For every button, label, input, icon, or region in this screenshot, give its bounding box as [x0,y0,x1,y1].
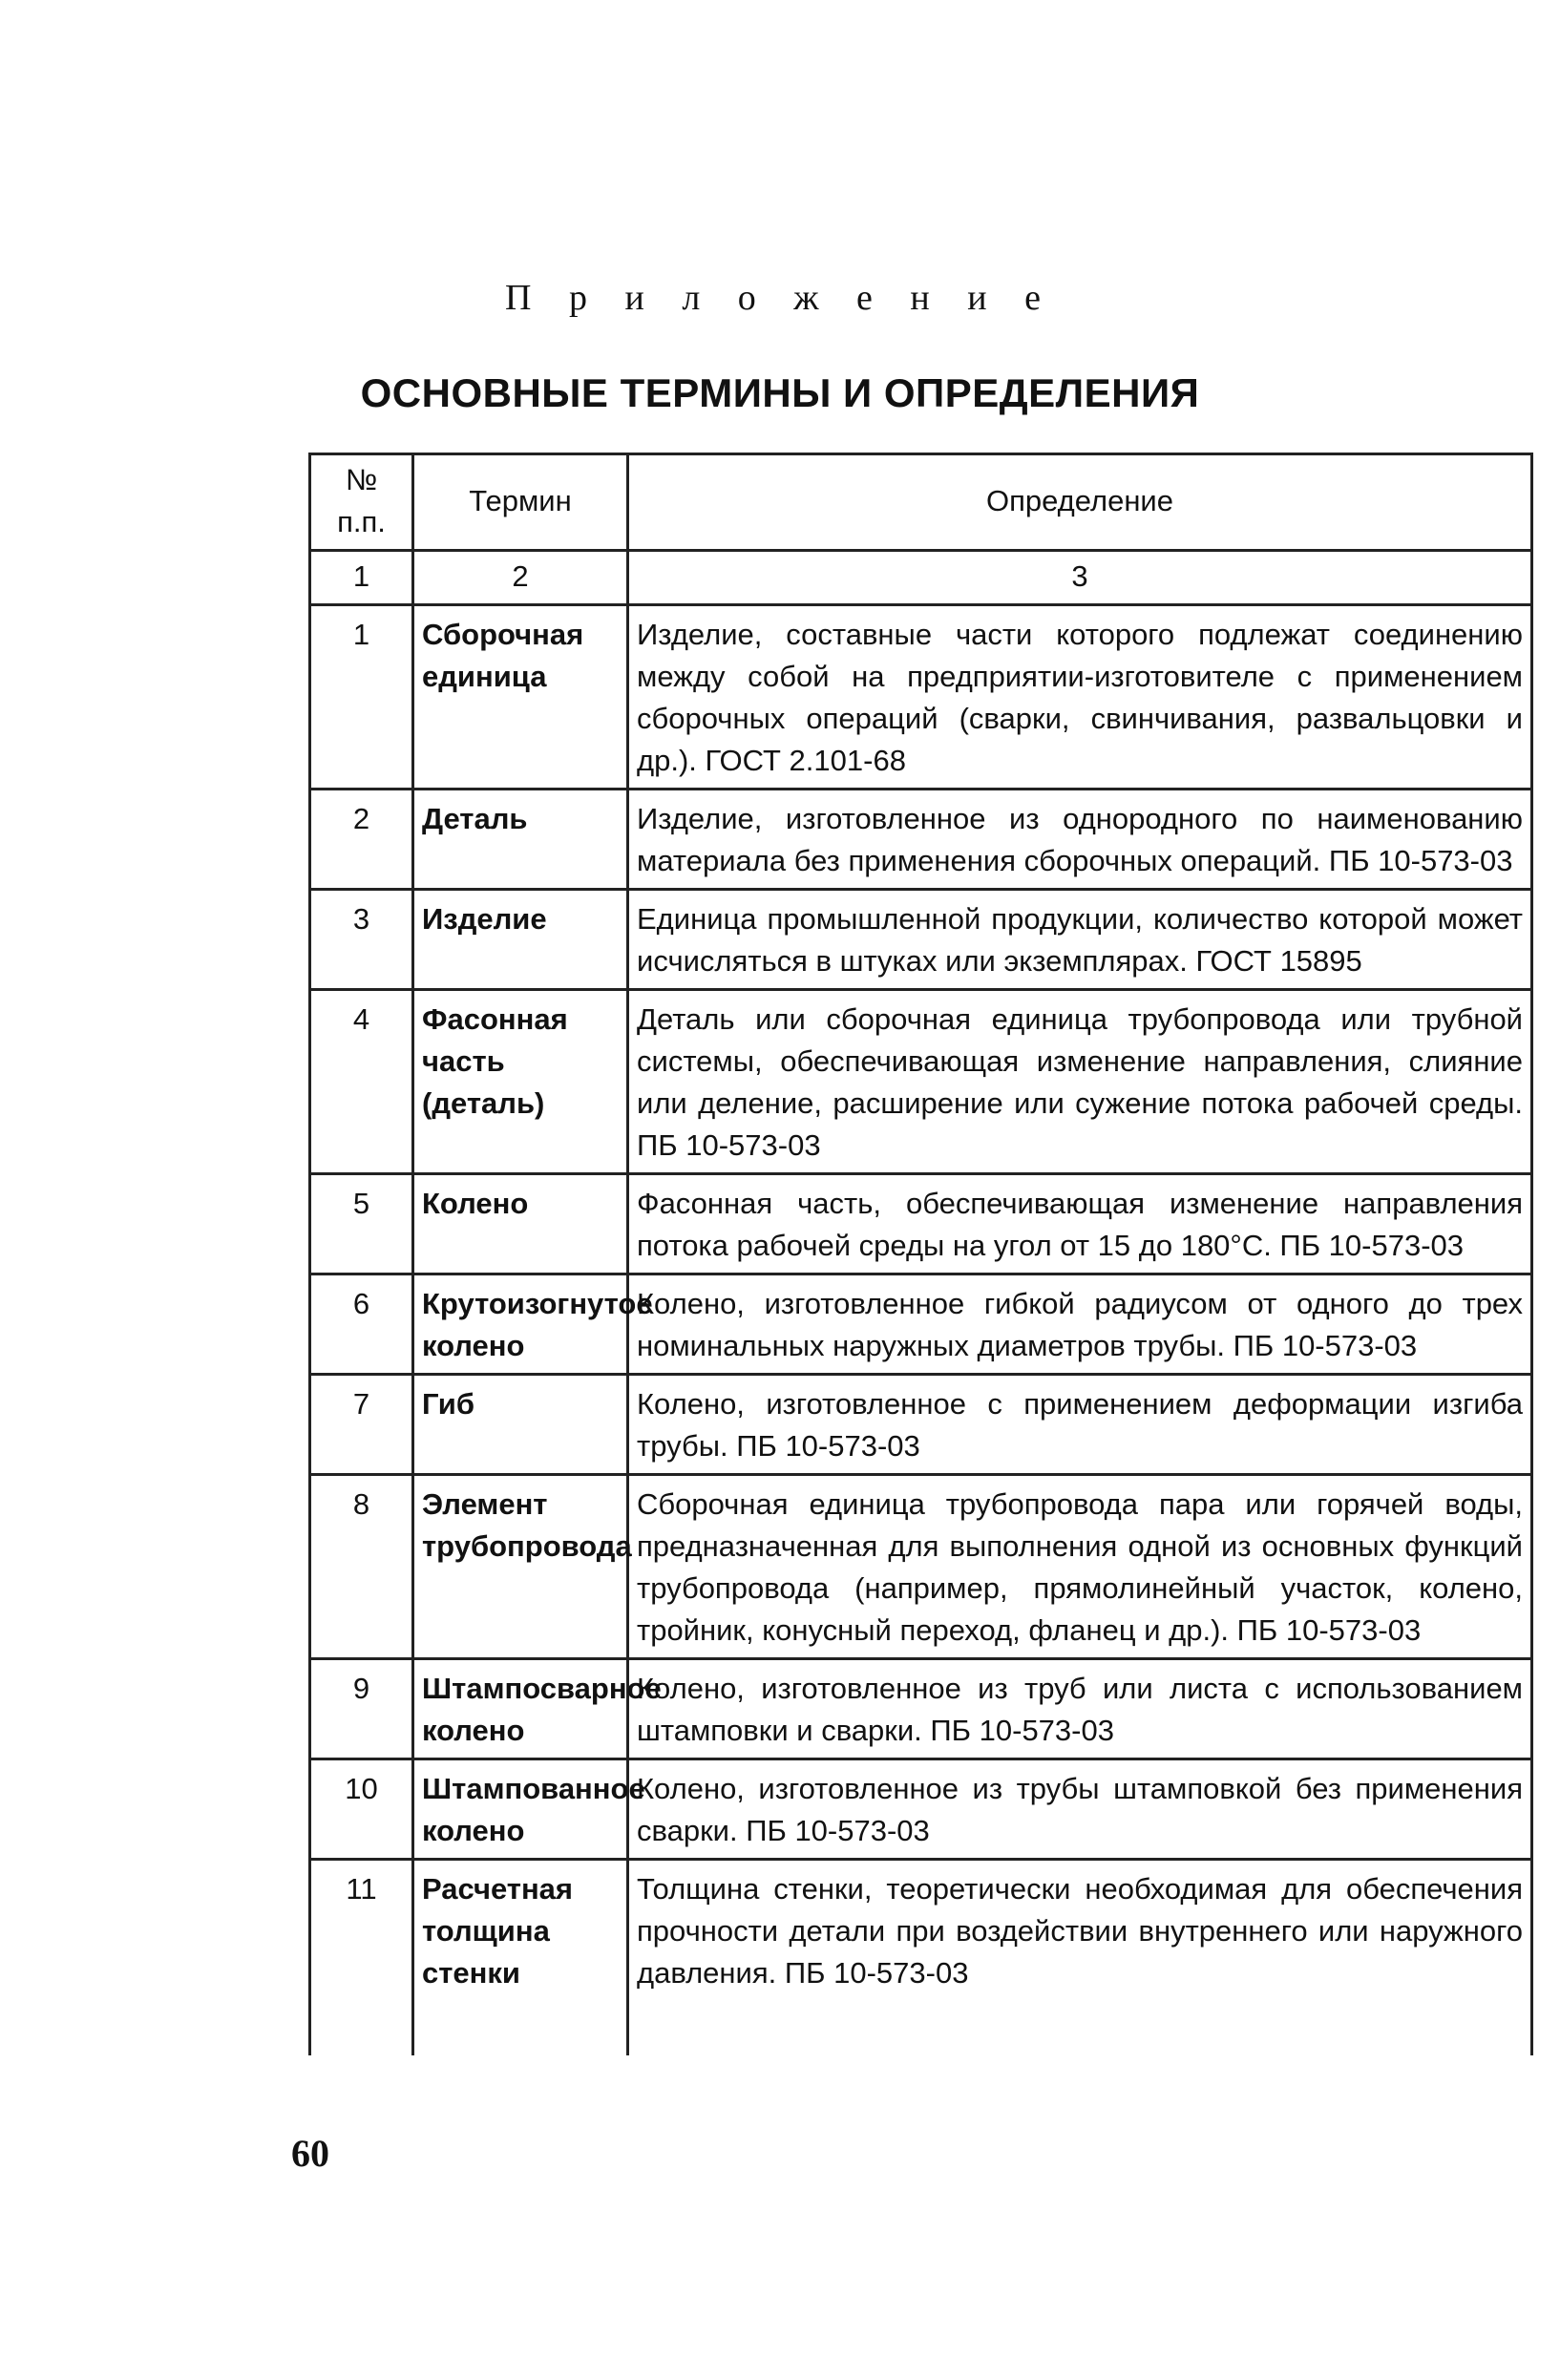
column-number-row [310,551,1532,605]
header-definition: Определение [628,454,1532,551]
table-row [310,890,1532,990]
column-number: 3 [628,551,1532,605]
row-definition: Колено, изготовленное гибкой радиусом от одного до трех номинальных наружных диаметров трубы. ПБ 10-573-03 [628,1274,1532,1375]
row-number: 7 [310,1375,413,1475]
table-row [310,790,1532,890]
row-number: 3 [310,890,413,990]
table-row [310,1759,1532,1860]
row-number: 10 [310,1759,413,1860]
appendix-label: П р и л о ж е н и е [505,278,1055,318]
row-definition: Фасонная часть, обеспечивающая изменение направления потока рабочей среды на угол от 15 до 180°С. ПБ 10-573-03 [628,1174,1532,1274]
row-term: Элемент трубопровода [413,1475,628,1659]
row-number: 8 [310,1475,413,1659]
table-row [310,1375,1532,1475]
row-number: 5 [310,1174,413,1274]
row-term: Сборочная единица [413,605,628,790]
table-header-row [310,454,1532,551]
page-number: 60 [291,2132,329,2175]
table-row [310,1274,1532,1375]
table-row [310,605,1532,790]
row-definition: Колено, изготовленное с применением деформации изгиба трубы. ПБ 10-573-03 [628,1375,1532,1475]
row-term: Гиб [413,1375,628,1475]
page-title: ОСНОВНЫЕ ТЕРМИНЫ И ОПРЕДЕЛЕНИЯ [360,370,1200,415]
row-term: Крутоизогнутое колено [413,1274,628,1375]
row-number: 1 [310,605,413,790]
header-term: Термин [413,454,628,551]
table-row [310,1174,1532,1274]
header-number: № п.п. [310,454,413,551]
terms-table [308,453,1533,2055]
row-number: 6 [310,1274,413,1375]
table-row [310,990,1532,1174]
row-number: 2 [310,790,413,890]
table-row [310,1860,1532,2056]
row-definition: Колено, изготовленное из трубы штамповкой без применения сварки. ПБ 10-573-03 [628,1759,1532,1860]
row-definition: Изделие, составные части которого подлежат соединению между собой на предприятии-изготовителе с применением сборочных операций (сварки, свинчивания, развальцовки и др.). ГОСТ 2.101-68 [628,605,1532,790]
column-number: 1 [310,551,413,605]
row-definition: Колено, изготовленное из труб или листа с использованием штамповки и сварки. ПБ 10-573-03 [628,1659,1532,1759]
row-number: 11 [310,1860,413,2056]
column-number: 2 [413,551,628,605]
row-term: Деталь [413,790,628,890]
row-definition: Сборочная единица трубопровода пара или горячей воды, предназначенная для выполнения одной из основных функций трубопровода (например, прямолинейный участок, колено, тройник, конусный переход, фланец и др.). ПБ 10-573-03 [628,1475,1532,1659]
table-row [310,1475,1532,1659]
row-term: Штампованное колено [413,1759,628,1860]
row-definition: Деталь или сборочная единица трубопровода или трубной системы, обеспечивающая изменение направления, слияние или деление, расширение или сужение потока рабочей среды. ПБ 10-573-03 [628,990,1532,1174]
row-term: Фасонная часть (деталь) [413,990,628,1174]
row-term: Колено [413,1174,628,1274]
row-term: Штампосварное колено [413,1659,628,1759]
row-number: 4 [310,990,413,1174]
row-definition: Единица промышленной продукции, количество которой может исчисляться в штуках или экземплярах. ГОСТ 15895 [628,890,1532,990]
row-definition: Толщина стенки, теоретически необходимая для обеспечения прочности детали при воздействии внутреннего или наружного давления. ПБ 10-573-03 [628,1860,1532,2056]
row-term: Изделие [413,890,628,990]
row-definition: Изделие, изготовленное из однородного по наименованию материала без применения сборочных операций. ПБ 10-573-03 [628,790,1532,890]
table-row [310,1659,1532,1759]
row-term: Расчетная толщина стенки [413,1860,628,2056]
row-number: 9 [310,1659,413,1759]
